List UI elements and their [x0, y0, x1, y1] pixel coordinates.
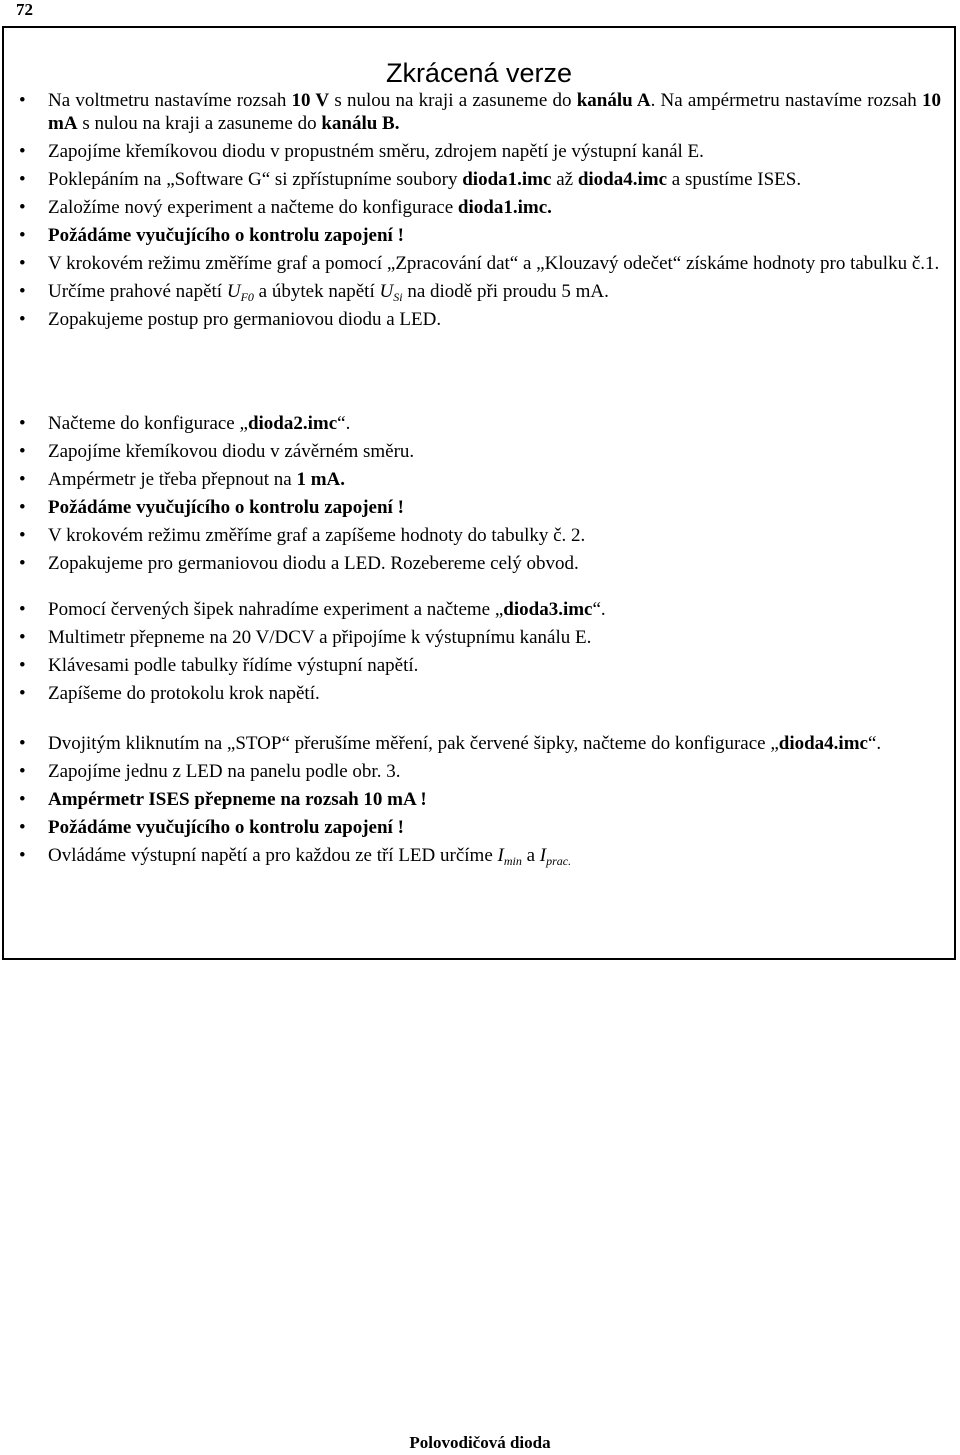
list-item [48, 280, 941, 303]
text-segment: F0 [240, 290, 254, 304]
text-segment: Na voltmetru nastavíme rozsah [48, 90, 292, 111]
text-segment: a úbytek napětí [253, 281, 380, 302]
list-item [48, 89, 941, 135]
list-item [48, 252, 941, 275]
instruction-list-3 [48, 598, 941, 710]
text-segment: a spustíme ISES. [667, 169, 802, 190]
text-segment: 10 V [291, 90, 330, 111]
list-item [48, 626, 941, 649]
text-segment: Ampérmetr je třeba přepnout na [48, 469, 297, 490]
text-segment: Klávesami podle tabulky řídíme výstupní napětí. [48, 655, 419, 676]
text-segment: Si [393, 290, 403, 304]
text-segment: dioda4.imc [778, 733, 868, 754]
box-title: Zkrácená verze [385, 58, 573, 88]
text-segment: Zapojíme jednu z LED na panelu podle obr. 3. [48, 761, 401, 782]
text-segment: kanálu A [576, 90, 651, 111]
text-segment: Načteme do konfigurace „ [48, 413, 248, 434]
list-item [48, 598, 941, 621]
text-segment: Požádáme vyučujícího o kontrolu zapojení ! [48, 817, 404, 838]
list-item [48, 140, 941, 163]
list-item [48, 788, 941, 811]
text-segment: dioda3.imc [503, 599, 593, 620]
list-item [48, 844, 941, 867]
list-item [48, 682, 941, 705]
list-item [48, 732, 941, 755]
text-segment: min [503, 854, 522, 868]
list-item [48, 224, 941, 247]
text-segment: Ampérmetr ISES přepneme na rozsah 10 mA ! [48, 789, 427, 810]
footer-title: Polovodičová dioda [409, 1433, 551, 1452]
text-segment: Založíme nový experiment a načteme do konfigurace [48, 197, 458, 218]
text-segment: dioda1.imc. [457, 197, 552, 218]
text-segment: Požádáme vyučujícího o kontrolu zapojení ! [48, 497, 404, 518]
list-item [48, 496, 941, 519]
page-number: 72 [16, 0, 33, 19]
text-segment: “. [592, 599, 606, 620]
instruction-list-2 [48, 412, 941, 580]
text-segment: dioda1.imc [462, 169, 552, 190]
text-segment: 1 mA. [296, 469, 346, 490]
text-segment: až [551, 169, 578, 190]
list-item [48, 196, 941, 219]
text-segment: . Na ampérmetru nastavíme rozsah [650, 90, 922, 111]
text-segment: Dvojitým kliknutím na „STOP“ přerušíme měření, pak červené šipky, načteme do konfigurace „ [48, 733, 779, 754]
text-segment: dioda2.imc [247, 413, 338, 434]
text-segment: Multimetr přepneme na 20 V/DCV a připojíme k výstupnímu kanálu E. [48, 627, 592, 648]
text-segment: Určíme prahové napětí [48, 281, 227, 302]
list-item [48, 168, 941, 191]
text-segment: “. [337, 413, 351, 434]
text-segment: U [379, 281, 394, 302]
text-segment: I [539, 845, 547, 866]
list-item [48, 412, 941, 435]
text-segment: Ovládáme výstupní napětí a pro každou ze tří LED určíme [48, 845, 498, 866]
text-segment: V krokovém režimu změříme graf a zapíšeme hodnoty do tabulky č. 2. [48, 525, 586, 546]
instruction-list-1 [48, 89, 941, 336]
text-segment: s nulou na kraji a zasuneme do [329, 90, 577, 111]
list-item [48, 468, 941, 491]
text-segment: V krokovém režimu změříme graf a pomocí „Zpracování dat“ a „Klouzavý odečet“ získáme hodnoty pro tabulku č.1. [48, 253, 940, 274]
text-segment: “. [867, 733, 882, 754]
text-segment: Požádáme vyučujícího o kontrolu zapojení ! [48, 225, 404, 246]
text-segment: s nulou na kraji a zasuneme do [77, 113, 322, 134]
text-segment: na diodě při proudu 5 mA. [402, 281, 609, 302]
list-item [48, 552, 941, 575]
text-segment: Zapojíme křemíkovou diodu v závěrném směru. [48, 441, 415, 462]
text-segment: Zapíšeme do protokolu krok napětí. [48, 683, 320, 704]
list-item [48, 816, 941, 839]
text-segment: U [226, 281, 241, 302]
text-segment: Pomocí červených šipek nahradíme experiment a načteme „ [48, 599, 504, 620]
text-segment: Zopakujeme postup pro germaniovou diodu a LED. [48, 309, 442, 330]
text-segment: I [497, 845, 504, 866]
text-segment: Zapojíme křemíkovou diodu v propustném směru, zdrojem napětí je výstupní kanál E. [48, 141, 704, 162]
list-item [48, 654, 941, 677]
text-segment: dioda4.imc [577, 169, 668, 190]
text-segment: prac. [546, 854, 572, 868]
list-item [48, 524, 941, 547]
instruction-list-4 [48, 732, 941, 872]
text-segment: 10 mA [48, 90, 941, 134]
list-item [48, 440, 941, 463]
text-segment: Zopakujeme pro germaniovou diodu a LED. Rozebereme celý obvod. [48, 553, 579, 574]
text-segment: kanálu B. [321, 113, 400, 134]
list-item [48, 760, 941, 783]
text-segment: a [521, 845, 540, 866]
text-segment: Poklepáním na „Software G“ si zpřístupníme soubory [48, 169, 463, 190]
list-item [48, 308, 941, 331]
